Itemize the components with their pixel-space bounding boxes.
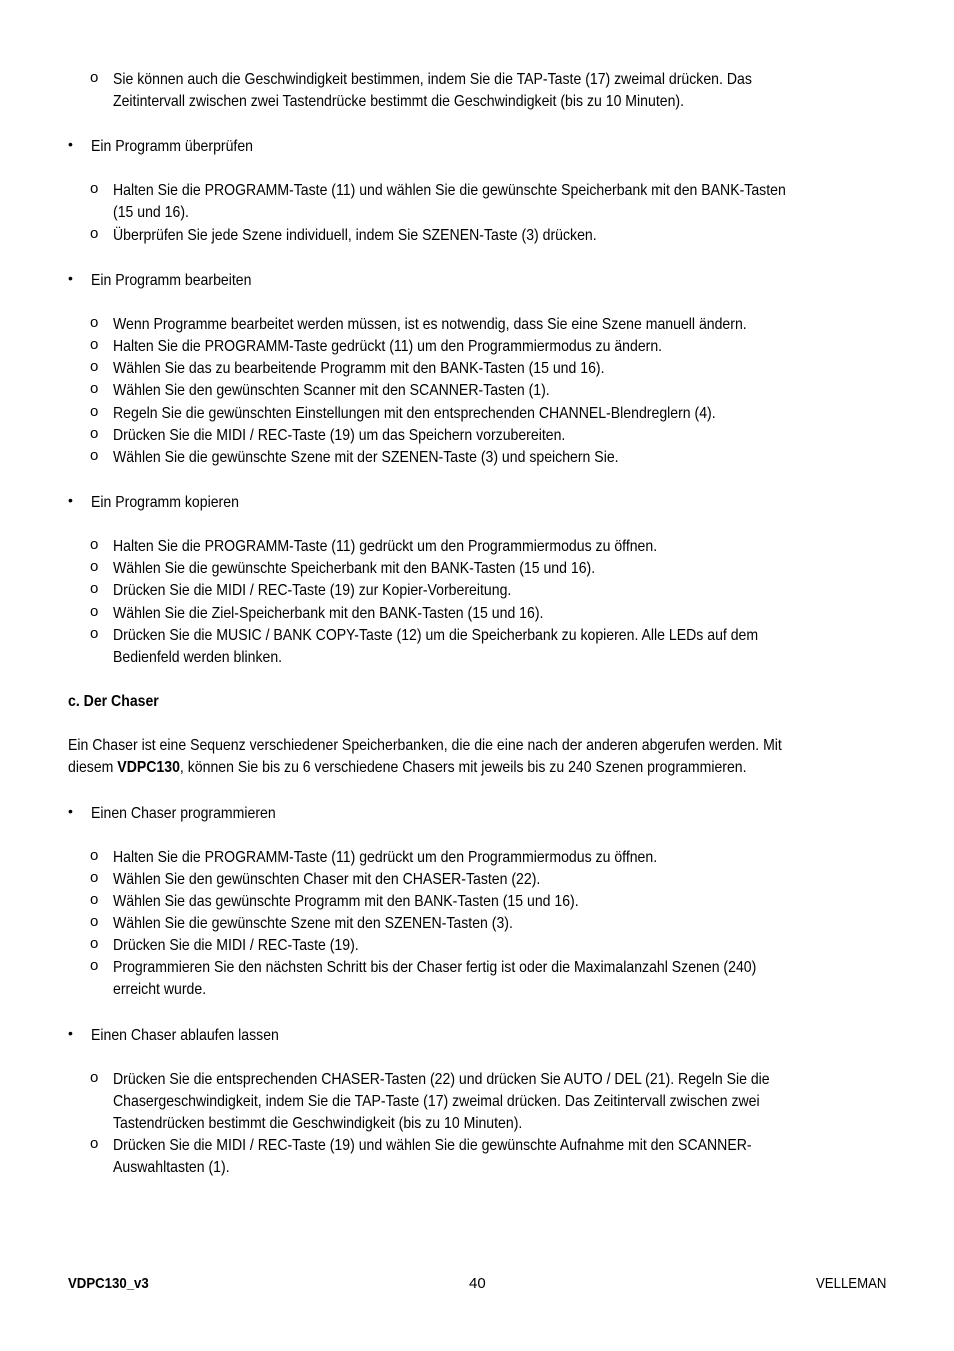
sub-bullet: o: [90, 891, 99, 908]
sub-bullet: o: [90, 1135, 99, 1152]
sub-bullet: o: [90, 225, 99, 242]
bullet: •: [68, 270, 73, 286]
sub-bullet: o: [90, 180, 99, 197]
item-line: Halten Sie die PROGRAMM-Taste (11) gedrückt um den Programmiermodus zu öffnen.: [113, 538, 658, 555]
item-line: (15 und 16).: [113, 204, 189, 221]
sub-bullet: o: [90, 558, 99, 575]
item-line: Überprüfen Sie jede Szene individuell, indem Sie SZENEN-Taste (3) drücken.: [113, 227, 597, 244]
item-line: Wählen Sie den gewünschten Scanner mit den SCANNER-Tasten (1).: [113, 382, 550, 399]
item-line: Auswahltasten (1).: [113, 1159, 230, 1176]
sub-bullet: o: [90, 935, 99, 952]
intro-text: diesem: [68, 759, 118, 776]
item-line: Drücken Sie die entsprechenden CHASER-Tasten (22) und drücken Sie AUTO / DEL (21). Regeln Sie die: [113, 1071, 770, 1088]
item-line: Wählen Sie die Ziel-Speicherbank mit den BANK-Tasten (15 und 16).: [113, 605, 544, 622]
item-line: Wenn Programme bearbeitet werden müssen, ist es notwendig, dass Sie eine Szene manuell ändern.: [113, 316, 747, 333]
bullet-title: Ein Programm kopieren: [91, 494, 239, 511]
chaser-intro-line-2: [68, 757, 747, 779]
sub-bullet: o: [90, 536, 99, 553]
bullet-title: Einen Chaser ablaufen lassen: [91, 1027, 279, 1044]
sub-bullet: o: [90, 314, 99, 331]
item-line: Wählen Sie die gewünschte Speicherbank mit den BANK-Tasten (15 und 16).: [113, 560, 596, 577]
section-heading: c. Der Chaser: [68, 693, 159, 710]
sub-bullet: o: [90, 403, 99, 420]
sub-bullet: o: [90, 625, 99, 642]
sub-bullet: o: [90, 913, 99, 930]
bullet: •: [68, 136, 73, 152]
item-line: Zeitintervall zwischen zwei Tastendrücke bestimmt die Geschwindigkeit (bis zu 10 Minuten).: [113, 93, 685, 110]
bullet-title: Ein Programm bearbeiten: [91, 272, 252, 289]
sub-bullet: o: [90, 447, 99, 464]
sub-bullet: o: [90, 957, 99, 974]
item-line: Drücken Sie die MIDI / REC-Taste (19).: [113, 937, 359, 954]
item-line: Wählen Sie die gewünschte Szene mit der SZENEN-Taste (3) und speichern Sie.: [113, 449, 619, 466]
item-line: Wählen Sie das zu bearbeitende Programm mit den BANK-Tasten (15 und 16).: [113, 360, 605, 377]
bullet: •: [68, 803, 73, 819]
item-line: Regeln Sie die gewünschten Einstellungen mit den entsprechenden CHANNEL-Blendreglern (4).: [113, 405, 716, 422]
item-line: Bedienfeld werden blinken.: [113, 649, 283, 666]
sub-bullet: o: [90, 603, 99, 620]
item-line: Chasergeschwindigkeit, indem Sie die TAP-Taste (17) zweimal drücken. Das Zeitintervall zwischen zwei: [113, 1093, 760, 1110]
item-line: Sie können auch die Geschwindigkeit bestimmen, indem Sie die TAP-Taste (17) zweimal drücken. Das: [113, 71, 752, 88]
item-line: Halten Sie die PROGRAMM-Taste (11) gedrückt um den Programmiermodus zu öffnen.: [113, 849, 658, 866]
footer-page-number: 40: [469, 1275, 486, 1292]
sub-bullet: o: [90, 847, 99, 864]
item-line: Tastendrücken bestimmt die Geschwindigkeit (bis zu 10 Minuten).: [113, 1115, 523, 1132]
item-line: Wählen Sie die gewünschte Szene mit den SZENEN-Tasten (3).: [113, 915, 513, 932]
footer-doc-id: VDPC130_v3: [68, 1275, 149, 1292]
item-line: Drücken Sie die MIDI / REC-Taste (19) und wählen Sie die gewünschte Aufnahme mit den SCANNER-: [113, 1137, 752, 1154]
bullet-title: Einen Chaser programmieren: [91, 805, 276, 822]
sub-bullet: o: [90, 425, 99, 442]
bullet-title: Ein Programm überprüfen: [91, 138, 254, 155]
item-line: Halten Sie die PROGRAMM-Taste (11) und wählen Sie die gewünschte Speicherbank mit den BANK-Tasten: [113, 182, 786, 199]
footer-brand: VELLEMAN: [816, 1275, 887, 1292]
item-line: Drücken Sie die MUSIC / BANK COPY-Taste (12) um die Speicherbank zu kopieren. Alle LEDs auf dem: [113, 627, 759, 644]
sub-bullet: o: [90, 336, 99, 353]
sub-bullet: o: [90, 380, 99, 397]
sub-bullet: o: [90, 1069, 99, 1086]
item-line: Drücken Sie die MIDI / REC-Taste (19) um das Speichern vorzubereiten.: [113, 427, 566, 444]
intro-text: , können Sie bis zu 6 verschiedene Chasers mit jeweils bis zu 240 Szenen programmieren.: [179, 759, 747, 776]
bullet: •: [68, 492, 73, 508]
sub-bullet: o: [90, 869, 99, 886]
item-line: Halten Sie die PROGRAMM-Taste gedrückt (11) um den Programmiermodus zu ändern.: [113, 338, 663, 355]
item-line: Wählen Sie das gewünschte Programm mit den BANK-Tasten (15 und 16).: [113, 893, 579, 910]
item-line: Drücken Sie die MIDI / REC-Taste (19) zur Kopier-Vorbereitung.: [113, 582, 512, 599]
sub-bullet: o: [90, 69, 99, 86]
bullet: •: [68, 1025, 73, 1041]
model-name: VDPC130: [117, 759, 180, 776]
item-line: erreicht wurde.: [113, 981, 207, 998]
item-line: Wählen Sie den gewünschten Chaser mit den CHASER-Tasten (22).: [113, 871, 541, 888]
chaser-intro-line-1: Ein Chaser ist eine Sequenz verschiedener Speicherbanken, die die eine nach der anderen abgerufen werden. Mit: [68, 737, 782, 754]
item-line: Programmieren Sie den nächsten Schritt bis der Chaser fertig ist oder die Maximalanzahl Szenen (240): [113, 959, 757, 976]
sub-bullet: o: [90, 358, 99, 375]
sub-bullet: o: [90, 580, 99, 597]
